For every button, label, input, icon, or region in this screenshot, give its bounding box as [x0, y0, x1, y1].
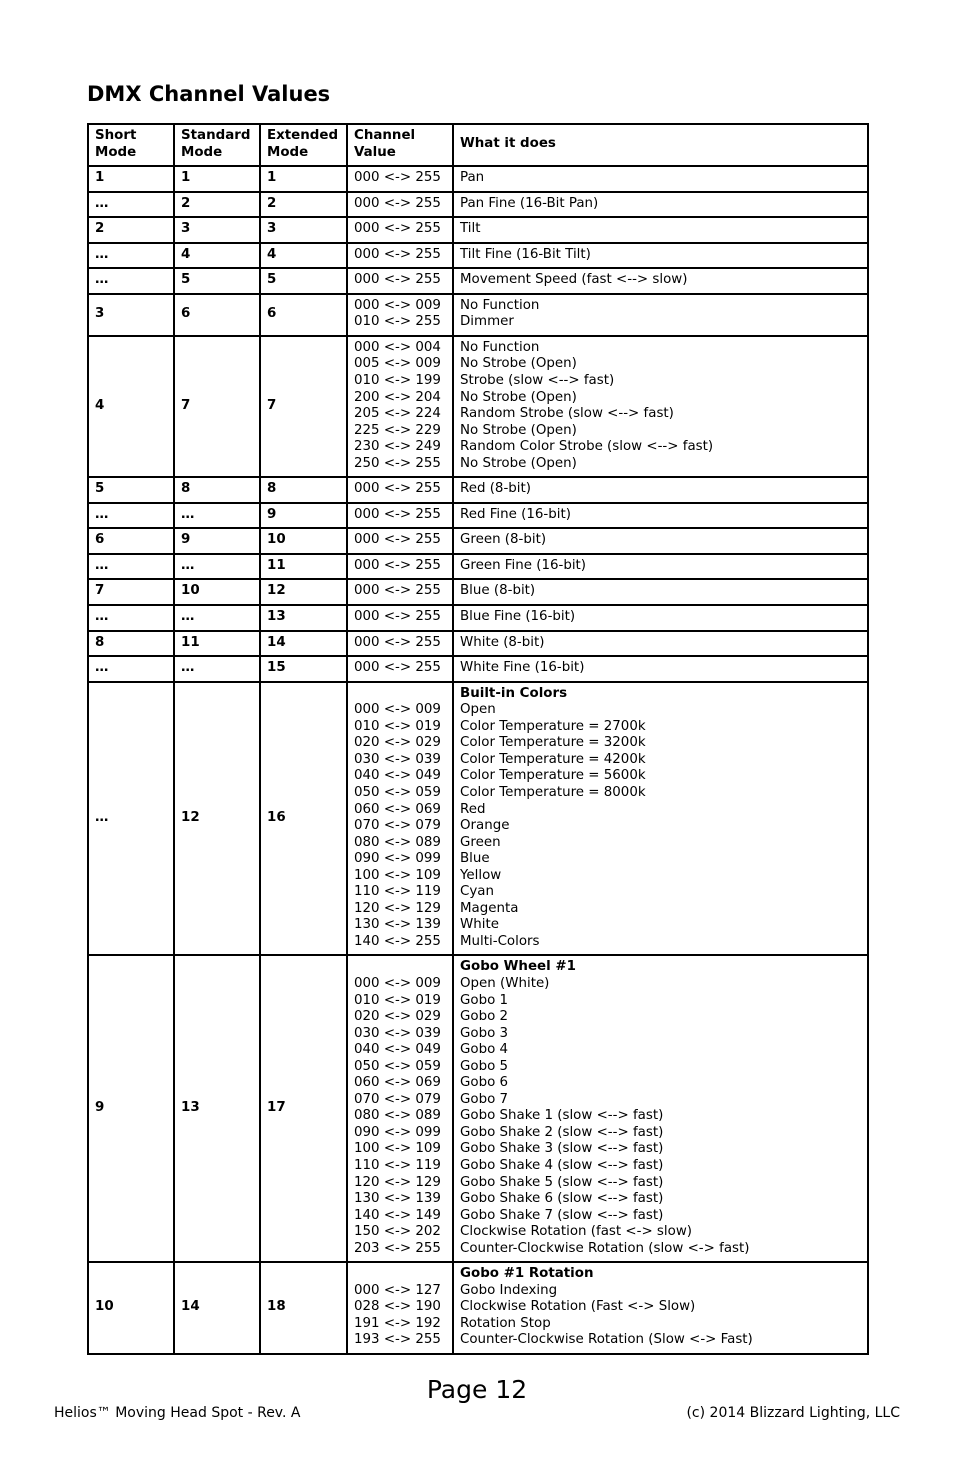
- channel-value-range: 250 <-> 255: [354, 455, 441, 471]
- description-line: White Fine (16-bit): [460, 660, 585, 676]
- channel-value-cell: [347, 503, 453, 529]
- extended-mode-cell: 1: [260, 166, 347, 192]
- extended-mode-cell: 16: [260, 682, 347, 956]
- standard-mode-cell: …: [174, 656, 260, 682]
- table-row: [88, 477, 868, 503]
- extended-mode-cell: 12: [260, 579, 347, 605]
- channel-value-range: 000 <-> 004: [354, 339, 441, 355]
- description-line: Red: [460, 801, 486, 817]
- table-row: [88, 682, 868, 956]
- short-mode-cell: 8: [88, 631, 174, 657]
- footer-copyright: (c) 2014 Blizzard Lighting, LLC: [686, 1405, 900, 1421]
- column-header-short-mode: Short Mode: [88, 124, 174, 166]
- channel-value-cell: [347, 166, 453, 192]
- standard-mode-cell: 11: [174, 631, 260, 657]
- spacer: [354, 1266, 446, 1283]
- description-line: Cyan: [460, 884, 494, 900]
- description-cell: [453, 243, 868, 269]
- description-line: No Strobe (Open): [460, 389, 577, 405]
- extended-mode-cell: 18: [260, 1262, 347, 1354]
- extended-mode-cell: 14: [260, 631, 347, 657]
- table-row: [88, 243, 868, 269]
- description-line: Gobo 6: [460, 1075, 509, 1091]
- table-row: [88, 166, 868, 192]
- description-cell: [453, 554, 868, 580]
- channel-value-cell: [347, 243, 453, 269]
- channel-value-range: 140 <-> 149: [354, 1207, 441, 1223]
- description-cell: [453, 477, 868, 503]
- table-row: [88, 554, 868, 580]
- description-cell: [453, 682, 868, 956]
- table-row: [88, 217, 868, 243]
- channel-value-cell: [347, 477, 453, 503]
- description-cell: [453, 528, 868, 554]
- description-line: Green: [460, 834, 501, 850]
- description-line: Orange: [460, 818, 510, 834]
- description-cell: [453, 294, 868, 336]
- channel-value-range: 000 <-> 255: [354, 246, 441, 262]
- standard-mode-cell: 2: [174, 192, 260, 218]
- description-cell: [453, 955, 868, 1262]
- channel-value-range: 230 <-> 249: [354, 439, 441, 455]
- description-line: Blue Fine (16-bit): [460, 609, 576, 625]
- channel-value-range: 100 <-> 109: [354, 867, 441, 883]
- section-heading: Built-in Colors: [460, 685, 568, 701]
- channel-value-range: 090 <-> 099: [354, 851, 441, 867]
- description-line: White: [460, 917, 499, 933]
- description-cell: [453, 1262, 868, 1354]
- short-mode-cell: 3: [88, 294, 174, 336]
- description-line: No Function: [460, 297, 540, 313]
- extended-mode-cell: 11: [260, 554, 347, 580]
- description-line: Gobo Indexing: [460, 1282, 558, 1298]
- description-line: Random Strobe (slow <--> fast): [460, 406, 674, 422]
- description-line: White (8-bit): [460, 634, 545, 650]
- description-line: Multi-Colors: [460, 933, 540, 949]
- description-line: Random Color Strobe (slow <--> fast): [460, 439, 714, 455]
- extended-mode-cell: 4: [260, 243, 347, 269]
- description-line: Gobo Shake 5 (slow <--> fast): [460, 1174, 664, 1190]
- section-heading: Gobo #1 Rotation: [460, 1266, 594, 1282]
- channel-value-range: 000 <-> 255: [354, 609, 441, 625]
- channel-value-range: 120 <-> 129: [354, 1174, 441, 1190]
- short-mode-cell: 6: [88, 528, 174, 554]
- channel-value-range: 000 <-> 255: [354, 634, 441, 650]
- channel-value-range: 110 <-> 119: [354, 1157, 441, 1173]
- standard-mode-cell: …: [174, 605, 260, 631]
- table-row: [88, 631, 868, 657]
- channel-value-range: 203 <-> 255: [354, 1240, 441, 1256]
- description-line: Gobo Shake 2 (slow <--> fast): [460, 1124, 664, 1140]
- spacer: [354, 959, 446, 976]
- short-mode-cell: …: [88, 682, 174, 956]
- description-line: Blue (8-bit): [460, 583, 536, 599]
- channel-value-range: 130 <-> 139: [354, 917, 441, 933]
- column-header-channel-value: Channel Value: [347, 124, 453, 166]
- description-line: Color Temperature = 8000k: [460, 784, 646, 800]
- channel-value-range: 191 <-> 192: [354, 1315, 441, 1331]
- table-row: [88, 579, 868, 605]
- channel-value-cell: [347, 605, 453, 631]
- channel-value-range: 140 <-> 255: [354, 933, 441, 949]
- description-line: Color Temperature = 5600k: [460, 768, 646, 784]
- description-line: Tilt Fine (16-Bit Tilt): [460, 246, 591, 262]
- extended-mode-cell: 6: [260, 294, 347, 336]
- short-mode-cell: 10: [88, 1262, 174, 1354]
- description-line: Blue: [460, 851, 490, 867]
- channel-value-range: 205 <-> 224: [354, 406, 441, 422]
- channel-value-range: 130 <-> 139: [354, 1191, 441, 1207]
- channel-value-range: 050 <-> 059: [354, 1058, 441, 1074]
- extended-mode-cell: 2: [260, 192, 347, 218]
- description-line: Gobo 5: [460, 1058, 509, 1074]
- standard-mode-cell: …: [174, 503, 260, 529]
- channel-value-range: 010 <-> 019: [354, 718, 441, 734]
- description-line: Gobo Shake 6 (slow <--> fast): [460, 1191, 664, 1207]
- description-line: Gobo Shake 3 (slow <--> fast): [460, 1141, 664, 1157]
- channel-value-range: 000 <-> 255: [354, 170, 441, 186]
- description-cell: [453, 268, 868, 294]
- standard-mode-cell: 12: [174, 682, 260, 956]
- channel-value-range: 110 <-> 119: [354, 884, 441, 900]
- short-mode-cell: …: [88, 554, 174, 580]
- description-line: No Strobe (Open): [460, 356, 577, 372]
- channel-value-range: 060 <-> 069: [354, 801, 441, 817]
- table-row: [88, 528, 868, 554]
- description-line: Color Temperature = 3200k: [460, 735, 646, 751]
- table-row: [88, 336, 868, 477]
- page-number: Page 12: [426, 1375, 528, 1404]
- extended-mode-cell: 3: [260, 217, 347, 243]
- description-line: Color Temperature = 2700k: [460, 718, 646, 734]
- description-cell: [453, 503, 868, 529]
- channel-value-range: 000 <-> 127: [354, 1282, 441, 1298]
- channel-value-range: 000 <-> 255: [354, 195, 441, 211]
- channel-value-cell: [347, 294, 453, 336]
- short-mode-cell: …: [88, 268, 174, 294]
- channel-value-range: 000 <-> 255: [354, 660, 441, 676]
- description-line: Open: [460, 702, 496, 718]
- description-line: Open (White): [460, 975, 550, 991]
- table-row: [88, 503, 868, 529]
- extended-mode-cell: 7: [260, 336, 347, 477]
- column-header-what-it-does: What it does: [453, 124, 868, 166]
- channel-value-range: 028 <-> 190: [354, 1299, 441, 1315]
- channel-value-range: 090 <-> 099: [354, 1124, 441, 1140]
- channel-value-range: 120 <-> 129: [354, 900, 441, 916]
- table-row: [88, 1262, 868, 1354]
- standard-mode-cell: 14: [174, 1262, 260, 1354]
- standard-mode-cell: 5: [174, 268, 260, 294]
- extended-mode-cell: 9: [260, 503, 347, 529]
- description-line: Rotation Stop: [460, 1315, 551, 1331]
- extended-mode-cell: 13: [260, 605, 347, 631]
- table-row: [88, 268, 868, 294]
- channel-value-cell: [347, 268, 453, 294]
- description-line: Gobo 3: [460, 1025, 509, 1041]
- table-row: [88, 192, 868, 218]
- description-line: Gobo Shake 1 (slow <--> fast): [460, 1108, 664, 1124]
- channel-value-range: 060 <-> 069: [354, 1075, 441, 1091]
- description-line: Pan Fine (16-Bit Pan): [460, 195, 599, 211]
- channel-value-cell: [347, 1262, 453, 1354]
- description-cell: [453, 336, 868, 477]
- channel-value-range: 000 <-> 009: [354, 975, 441, 991]
- extended-mode-cell: 10: [260, 528, 347, 554]
- channel-value-range: 100 <-> 109: [354, 1141, 441, 1157]
- channel-value-range: 070 <-> 079: [354, 818, 441, 834]
- channel-value-cell: [347, 554, 453, 580]
- channel-value-range: 010 <-> 019: [354, 992, 441, 1008]
- description-line: Counter-Clockwise Rotation (slow <-> fast): [460, 1240, 750, 1256]
- footer-product: Helios™ Moving Head Spot - Rev. A: [54, 1405, 301, 1421]
- channel-value-range: 020 <-> 029: [354, 735, 441, 751]
- table-body: [88, 166, 868, 1354]
- dmx-channel-table: [87, 123, 869, 1355]
- description-line: Tilt: [460, 221, 481, 237]
- description-cell: [453, 605, 868, 631]
- description-line: Clockwise Rotation (Fast <-> Slow): [460, 1299, 696, 1315]
- channel-value-cell: [347, 955, 453, 1262]
- extended-mode-cell: 8: [260, 477, 347, 503]
- short-mode-cell: 5: [88, 477, 174, 503]
- channel-value-cell: [347, 631, 453, 657]
- description-cell: [453, 631, 868, 657]
- description-line: Gobo 2: [460, 1009, 509, 1025]
- column-header-extended-mode: Extended Mode: [260, 124, 347, 166]
- description-line: Gobo Shake 7 (slow <--> fast): [460, 1207, 664, 1223]
- description-line: Magenta: [460, 900, 519, 916]
- extended-mode-cell: 15: [260, 656, 347, 682]
- channel-value-range: 000 <-> 255: [354, 557, 441, 573]
- table-row: [88, 294, 868, 336]
- short-mode-cell: 7: [88, 579, 174, 605]
- channel-value-range: 000 <-> 255: [354, 481, 441, 497]
- description-line: No Function: [460, 339, 540, 355]
- standard-mode-cell: …: [174, 554, 260, 580]
- channel-value-range: 050 <-> 059: [354, 784, 441, 800]
- channel-value-range: 000 <-> 255: [354, 221, 441, 237]
- description-cell: [453, 192, 868, 218]
- channel-value-range: 225 <-> 229: [354, 422, 441, 438]
- channel-value-cell: [347, 217, 453, 243]
- short-mode-cell: 2: [88, 217, 174, 243]
- description-line: No Strobe (Open): [460, 455, 577, 471]
- channel-value-range: 000 <-> 255: [354, 506, 441, 522]
- standard-mode-cell: 4: [174, 243, 260, 269]
- description-line: Green Fine (16-bit): [460, 557, 587, 573]
- extended-mode-cell: 5: [260, 268, 347, 294]
- description-line: Counter-Clockwise Rotation (Slow <-> Fast): [460, 1332, 753, 1348]
- description-line: Strobe (slow <--> fast): [460, 373, 615, 389]
- channel-value-range: 000 <-> 255: [354, 532, 441, 548]
- description-line: Yellow: [460, 867, 502, 883]
- standard-mode-cell: 13: [174, 955, 260, 1262]
- channel-value-cell: [347, 579, 453, 605]
- channel-value-range: 000 <-> 009: [354, 702, 441, 718]
- description-line: Gobo Shake 4 (slow <--> fast): [460, 1157, 664, 1173]
- standard-mode-cell: 9: [174, 528, 260, 554]
- channel-value-range: 010 <-> 199: [354, 373, 441, 389]
- short-mode-cell: …: [88, 503, 174, 529]
- description-cell: [453, 217, 868, 243]
- short-mode-cell: …: [88, 605, 174, 631]
- short-mode-cell: …: [88, 656, 174, 682]
- description-line: Red (8-bit): [460, 481, 531, 497]
- description-line: Green (8-bit): [460, 532, 547, 548]
- channel-value-range: 030 <-> 039: [354, 1025, 441, 1041]
- description-line: Gobo 4: [460, 1042, 509, 1058]
- channel-value-range: 010 <-> 255: [354, 314, 441, 330]
- channel-value-range: 000 <-> 255: [354, 583, 441, 599]
- page-title: DMX Channel Values: [87, 82, 331, 106]
- standard-mode-cell: 7: [174, 336, 260, 477]
- channel-value-range: 200 <-> 204: [354, 389, 441, 405]
- standard-mode-cell: 3: [174, 217, 260, 243]
- description-line: Gobo 7: [460, 1091, 509, 1107]
- short-mode-cell: …: [88, 192, 174, 218]
- channel-value-range: 080 <-> 089: [354, 1108, 441, 1124]
- description-line: Color Temperature = 4200k: [460, 751, 646, 767]
- short-mode-cell: 4: [88, 336, 174, 477]
- channel-value-cell: [347, 656, 453, 682]
- channel-value-range: 193 <-> 255: [354, 1332, 441, 1348]
- description-line: Red Fine (16-bit): [460, 506, 571, 522]
- channel-value-range: 080 <-> 089: [354, 834, 441, 850]
- table-header-row: [88, 124, 868, 166]
- description-line: Movement Speed (fast <--> slow): [460, 272, 688, 288]
- table-row: [88, 656, 868, 682]
- table-row: [88, 955, 868, 1262]
- standard-mode-cell: 1: [174, 166, 260, 192]
- channel-value-cell: [347, 192, 453, 218]
- channel-value-range: 000 <-> 255: [354, 272, 441, 288]
- channel-value-cell: [347, 528, 453, 554]
- channel-value-range: 005 <-> 009: [354, 356, 441, 372]
- channel-value-range: 150 <-> 202: [354, 1224, 441, 1240]
- channel-value-range: 040 <-> 049: [354, 768, 441, 784]
- standard-mode-cell: 10: [174, 579, 260, 605]
- column-header-standard-mode: Standard Mode: [174, 124, 260, 166]
- short-mode-cell: …: [88, 243, 174, 269]
- channel-value-range: 000 <-> 009: [354, 297, 441, 313]
- description-line: Gobo 1: [460, 992, 509, 1008]
- extended-mode-cell: 17: [260, 955, 347, 1262]
- description-cell: [453, 166, 868, 192]
- spacer: [354, 686, 446, 703]
- channel-value-range: 070 <-> 079: [354, 1091, 441, 1107]
- description-line: Pan: [460, 170, 485, 186]
- channel-value-cell: [347, 336, 453, 477]
- standard-mode-cell: 8: [174, 477, 260, 503]
- channel-value-range: 020 <-> 029: [354, 1009, 441, 1025]
- description-line: Dimmer: [460, 314, 514, 330]
- channel-value-range: 040 <-> 049: [354, 1042, 441, 1058]
- channel-value-cell: [347, 682, 453, 956]
- description-line: No Strobe (Open): [460, 422, 577, 438]
- short-mode-cell: 1: [88, 166, 174, 192]
- description-cell: [453, 656, 868, 682]
- table-row: [88, 605, 868, 631]
- description-line: Clockwise Rotation (fast <-> slow): [460, 1224, 693, 1240]
- standard-mode-cell: 6: [174, 294, 260, 336]
- section-heading: Gobo Wheel #1: [460, 959, 576, 975]
- description-cell: [453, 579, 868, 605]
- short-mode-cell: 9: [88, 955, 174, 1262]
- channel-value-range: 030 <-> 039: [354, 751, 441, 767]
